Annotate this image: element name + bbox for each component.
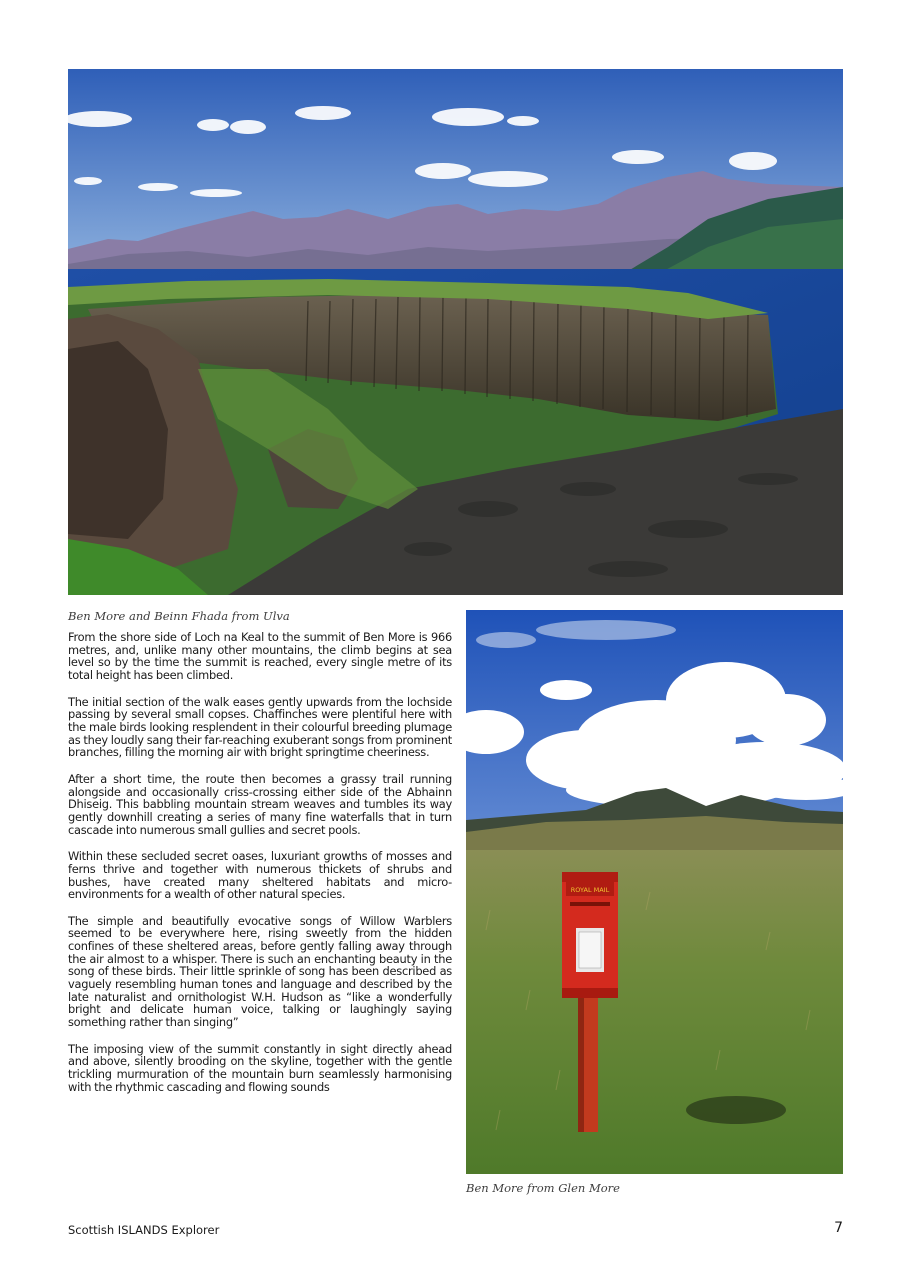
hero-photo-caption: Ben More and Beinn Fhada from Ulva (68, 609, 290, 623)
article-paragraph: Within these secluded secret oases, luxuriant growths of mosses and ferns thrive and together with numerous thickets of shrubs and bushes, have created many sheltered habitats and micro-environments for a wealth of other natural species. (68, 849, 452, 902)
article-paragraph: The imposing view of the summit constantly in sight directly ahead and above, silently brooding on the skyline, together with the gentle trickling murmuration of the mountain burn seamlessly harmonising with the rhythmic cascading and flowing sounds (68, 1041, 452, 1094)
article-body (68, 631, 452, 1107)
postbox-sign-text: ROYAL MAIL (570, 886, 610, 894)
article-paragraph: The simple and beautifully evocative songs of Willow Warblers seemed to be everywhere here, rising sweetly from the hidden confines of these sheltered areas, before gently falling away through the air almost to a whisper. There is such an enchanting beauty in the song of these birds. Their little sprinkle of song has been described as vaguely resembling human tones and language and described by the late naturalist and ornithologist W.H. Hudson as “like a wonderfully bright and delicate human voice, talking or laughingly saying something rather than singing” (68, 913, 452, 1030)
article-paragraph: From the shore side of Loch na Keal to the summit of Ben More is 966 metres, and, unlike many other mountains, the climb begins at sea level so by the time the summit is reached, every single metre of its total height has been climbed. (68, 630, 452, 682)
page-number: 7 (834, 1220, 843, 1236)
hero-photo (68, 69, 843, 595)
article-paragraph: After a short time, the route then becomes a grassy trail running alongside and occasionally criss-crossing either side of the Abhainn Dhiseig. This babbling mountain stream weaves and tumbles its way gently downhill creating a series of many fine waterfalls that in turn cascade into numerous small gullies and secret pools. (68, 771, 452, 837)
publication-title: Scottish ISLANDS Explorer (68, 1223, 220, 1237)
postbox-photo (466, 610, 843, 1174)
postbox-photo-caption: Ben More from Glen More (466, 1181, 620, 1195)
article-paragraph: The initial section of the walk eases gently upwards from the lochside passing by several small copses. Chaffinches were plentiful here with the male birds looking resplendent in their colourful breeding plumage as they loudly sang their far-reaching exuberant songs from prominent branches, filling the morning air with bright springtime cheeriness. (68, 694, 453, 760)
